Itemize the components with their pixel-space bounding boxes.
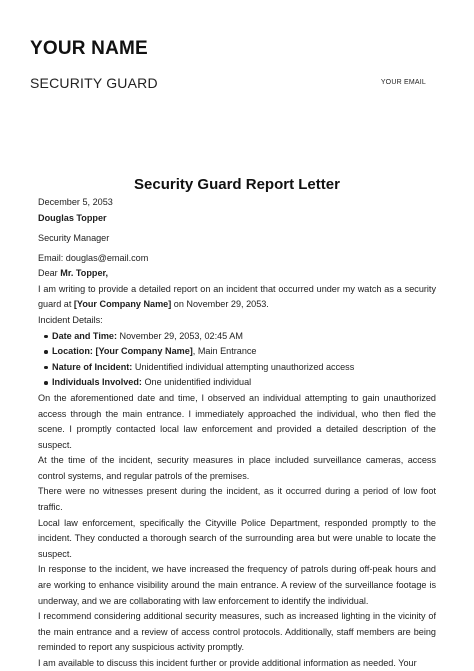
detail-value: , Main Entrance — [192, 346, 257, 357]
detail-value: November 29, 2053, 02:45 AM — [117, 330, 243, 341]
salutation-prefix: Dear — [38, 268, 61, 279]
body-paragraph: At the time of the incident, security measures in place included surveillance cameras, access control systems, and regular patrols of the premises. — [38, 455, 436, 481]
letter-title: Security Guard Report Letter — [134, 176, 340, 193]
body-paragraph: On the aforementioned date and time, I observed an individual attempting to gain unauthorized access through the main entrance. I immediately approached the individual, who then fled the scene. I promptly contacted local law enforcement and provided a detailed description of the suspect. — [38, 392, 436, 450]
sender-name: YOUR NAME — [30, 38, 148, 59]
detail-item — [52, 375, 436, 391]
detail-label: Location: [Your Company Name] — [52, 346, 193, 357]
body-paragraph: Local law enforcement, specifically the Cityville Police Department, responded promptly to the incident. They conducted a thorough search of the surrounding area but were unable to locate the suspect. — [38, 517, 436, 559]
body-paragraph: I recommend considering additional security measures, such as increased lighting in the vicinity of the main entrance and a review of access control protocols. Additionally, staff members are being reminded to report any suspicious activity promptly. — [38, 611, 436, 653]
body-paragraph: In response to the incident, we have increased the frequency of patrols during off-peak hours and are working to enhance visibility around the main entrance. A review of the surveillance footage is underway, and we are collaborating with law enforcement to identify the individual. — [38, 564, 436, 606]
sender-email: YOUR EMAIL — [380, 79, 426, 86]
intro-text-1: I am writing to provide a detailed report on an incident that occurred under my watch as a security guard at — [38, 283, 436, 310]
detail-label: Date and Time: — [52, 330, 118, 341]
recipient-email: Email: douglas@email.com — [38, 252, 149, 263]
detail-value: Unidentified individual attempting unauthorized access — [132, 361, 355, 372]
detail-label: Individuals Involved: — [52, 377, 142, 388]
intro-company: [Your Company Name] — [73, 299, 172, 310]
letter-body — [38, 195, 436, 671]
recipient-name: Douglas Topper — [38, 212, 107, 223]
intro-text-2: on November 29, 2053. — [171, 299, 269, 310]
intro-paragraph — [38, 282, 436, 313]
body-paragraph: There were no witnesses present during the incident, as it occurred during a period of low foot traffic. — [38, 486, 436, 513]
salutation-name: Mr. Topper, — [60, 268, 109, 279]
detail-label: Nature of Incident: — [52, 361, 133, 372]
detail-item — [52, 329, 436, 345]
body-paragraph: I am available to discuss this incident further or provide additional information as needed. Your — [38, 658, 417, 668]
sender-role: SECURITY GUARD — [30, 75, 158, 91]
letter-date: December 5, 2053 — [38, 197, 113, 207]
detail-item — [52, 344, 436, 360]
detail-item — [52, 360, 436, 376]
incident-details-list — [38, 329, 436, 391]
salutation — [38, 266, 436, 282]
detail-value: One unidentified individual — [141, 377, 252, 388]
details-heading: Incident Details: — [38, 314, 103, 325]
recipient-title: Security Manager — [38, 232, 110, 243]
